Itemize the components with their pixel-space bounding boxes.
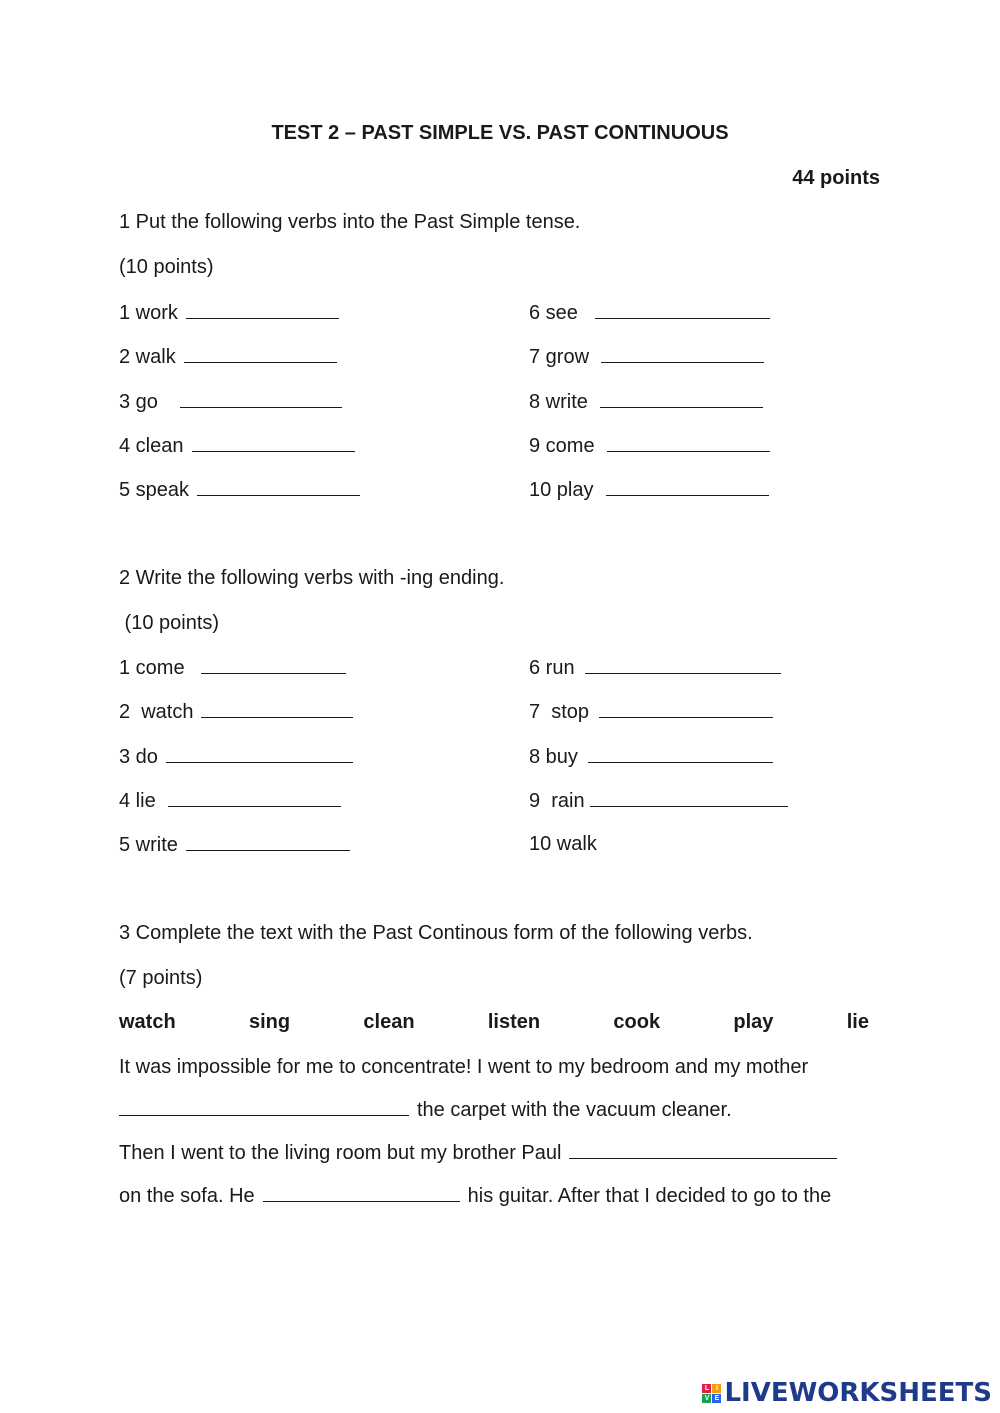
s2-item-4 (119, 788, 341, 813)
text-line-4b-text: his guitar. After that I decided to go to the (467, 1185, 832, 1207)
s1-item-10 (529, 477, 769, 502)
s2-item-1 (119, 655, 346, 680)
s1-label: 3 go (119, 391, 158, 413)
s1-label: 1 work (119, 302, 178, 324)
s2-label: 9 rain (529, 790, 585, 812)
section1-instruction: 1 Put the following verbs into the Past Simple tense. (119, 211, 581, 233)
s1-item-9 (529, 433, 770, 458)
s1-item-6 (529, 300, 770, 325)
s2-item-5 (119, 832, 350, 857)
section3-instruction: 3 Complete the text with the Past Continous form of the following verbs. (119, 922, 753, 944)
s2-label: 3 do (119, 746, 158, 768)
answer-blank[interactable] (192, 433, 355, 452)
answer-blank[interactable] (588, 744, 773, 763)
s2-item-2 (119, 699, 353, 724)
s1-label: 7 grow (529, 346, 590, 368)
answer-blank[interactable] (607, 433, 770, 452)
s1-label: 5 speak (119, 479, 190, 501)
s2-label: 10 walk (529, 833, 597, 855)
logo-mark-icon (702, 1384, 721, 1403)
answer-blank[interactable] (186, 832, 350, 851)
answer-blank[interactable] (201, 699, 353, 718)
s1-label: 4 clean (119, 435, 184, 457)
answer-blank[interactable] (601, 344, 764, 363)
section3-points: (7 points) (119, 967, 203, 989)
s1-item-1 (119, 300, 339, 325)
logo-text: LIVEWORKSHEETS (724, 1378, 992, 1408)
word-bank-item: listen (487, 1011, 541, 1033)
text-line-3 (119, 1140, 837, 1165)
logo-letter: I (712, 1384, 721, 1393)
word-bank-item: lie (846, 1011, 869, 1033)
s2-item-9 (529, 788, 788, 813)
section2-instruction: 2 Write the following verbs with -ing ending. (119, 567, 505, 589)
s2-item-6 (529, 655, 781, 680)
text-line-1: It was impossible for me to concentrate! I went to my bedroom and my mother (119, 1056, 809, 1078)
answer-blank[interactable] (585, 655, 781, 674)
answer-blank[interactable] (569, 1140, 837, 1159)
answer-blank[interactable] (184, 344, 337, 363)
s2-item-8 (529, 744, 773, 769)
s2-label: 7 stop (529, 701, 590, 723)
answer-blank[interactable] (590, 788, 788, 807)
section2-points: (10 points) (119, 612, 220, 634)
s1-item-5 (119, 477, 360, 502)
answer-blank[interactable] (168, 788, 341, 807)
answer-blank[interactable] (180, 389, 342, 408)
text-line-4 (119, 1183, 831, 1208)
s1-label: 6 see (529, 302, 578, 324)
logo-letter: V (702, 1394, 711, 1403)
text-line-4a-text: on the sofa. He (119, 1185, 255, 1207)
s2-label: 2 watch (119, 701, 194, 723)
answer-blank[interactable] (263, 1183, 460, 1202)
word-bank-item: cook (613, 1011, 661, 1033)
answer-blank[interactable] (166, 744, 353, 763)
text-line-2-text: the carpet with the vacuum cleaner. (417, 1099, 732, 1121)
s2-label: 5 write (119, 834, 178, 856)
answer-blank[interactable] (600, 389, 763, 408)
word-bank-item: clean (363, 1011, 415, 1033)
total-points: 44 points (792, 167, 880, 189)
section1-points: (10 points) (119, 256, 214, 278)
s2-label: 1 come (119, 657, 185, 679)
answer-blank[interactable] (595, 300, 770, 319)
answer-blank[interactable] (119, 1097, 409, 1116)
page-title: TEST 2 – PAST SIMPLE VS. PAST CONTINUOUS (271, 122, 729, 144)
s1-label: 10 play (529, 479, 594, 501)
liveworksheets-logo (702, 1379, 992, 1407)
answer-blank[interactable] (606, 477, 769, 496)
answer-blank[interactable] (186, 300, 339, 319)
logo-letter: L (702, 1384, 711, 1393)
s2-label: 4 lie (119, 790, 156, 812)
word-bank-item: watch (119, 1011, 176, 1033)
s2-item-10 (529, 832, 597, 856)
s2-item-7 (529, 699, 773, 724)
word-bank-item: play (733, 1011, 774, 1033)
s1-item-8 (529, 389, 763, 414)
word-bank-item: sing (248, 1011, 291, 1033)
s2-item-3 (119, 744, 353, 769)
s1-item-7 (529, 344, 764, 369)
s2-label: 6 run (529, 657, 575, 679)
s1-item-3 (119, 389, 342, 414)
logo-letter: E (712, 1394, 721, 1403)
s1-label: 2 walk (119, 346, 176, 368)
s1-label: 9 come (529, 435, 595, 457)
answer-blank[interactable] (201, 655, 346, 674)
word-bank (119, 1010, 869, 1034)
s1-item-2 (119, 344, 337, 369)
s1-label: 8 write (529, 391, 588, 413)
answer-blank[interactable] (599, 699, 773, 718)
answer-blank[interactable] (197, 477, 360, 496)
s2-label: 8 buy (529, 746, 578, 768)
s1-item-4 (119, 433, 355, 458)
text-line-2 (119, 1097, 732, 1122)
text-line-3-text: Then I went to the living room but my brother Paul (119, 1142, 562, 1164)
